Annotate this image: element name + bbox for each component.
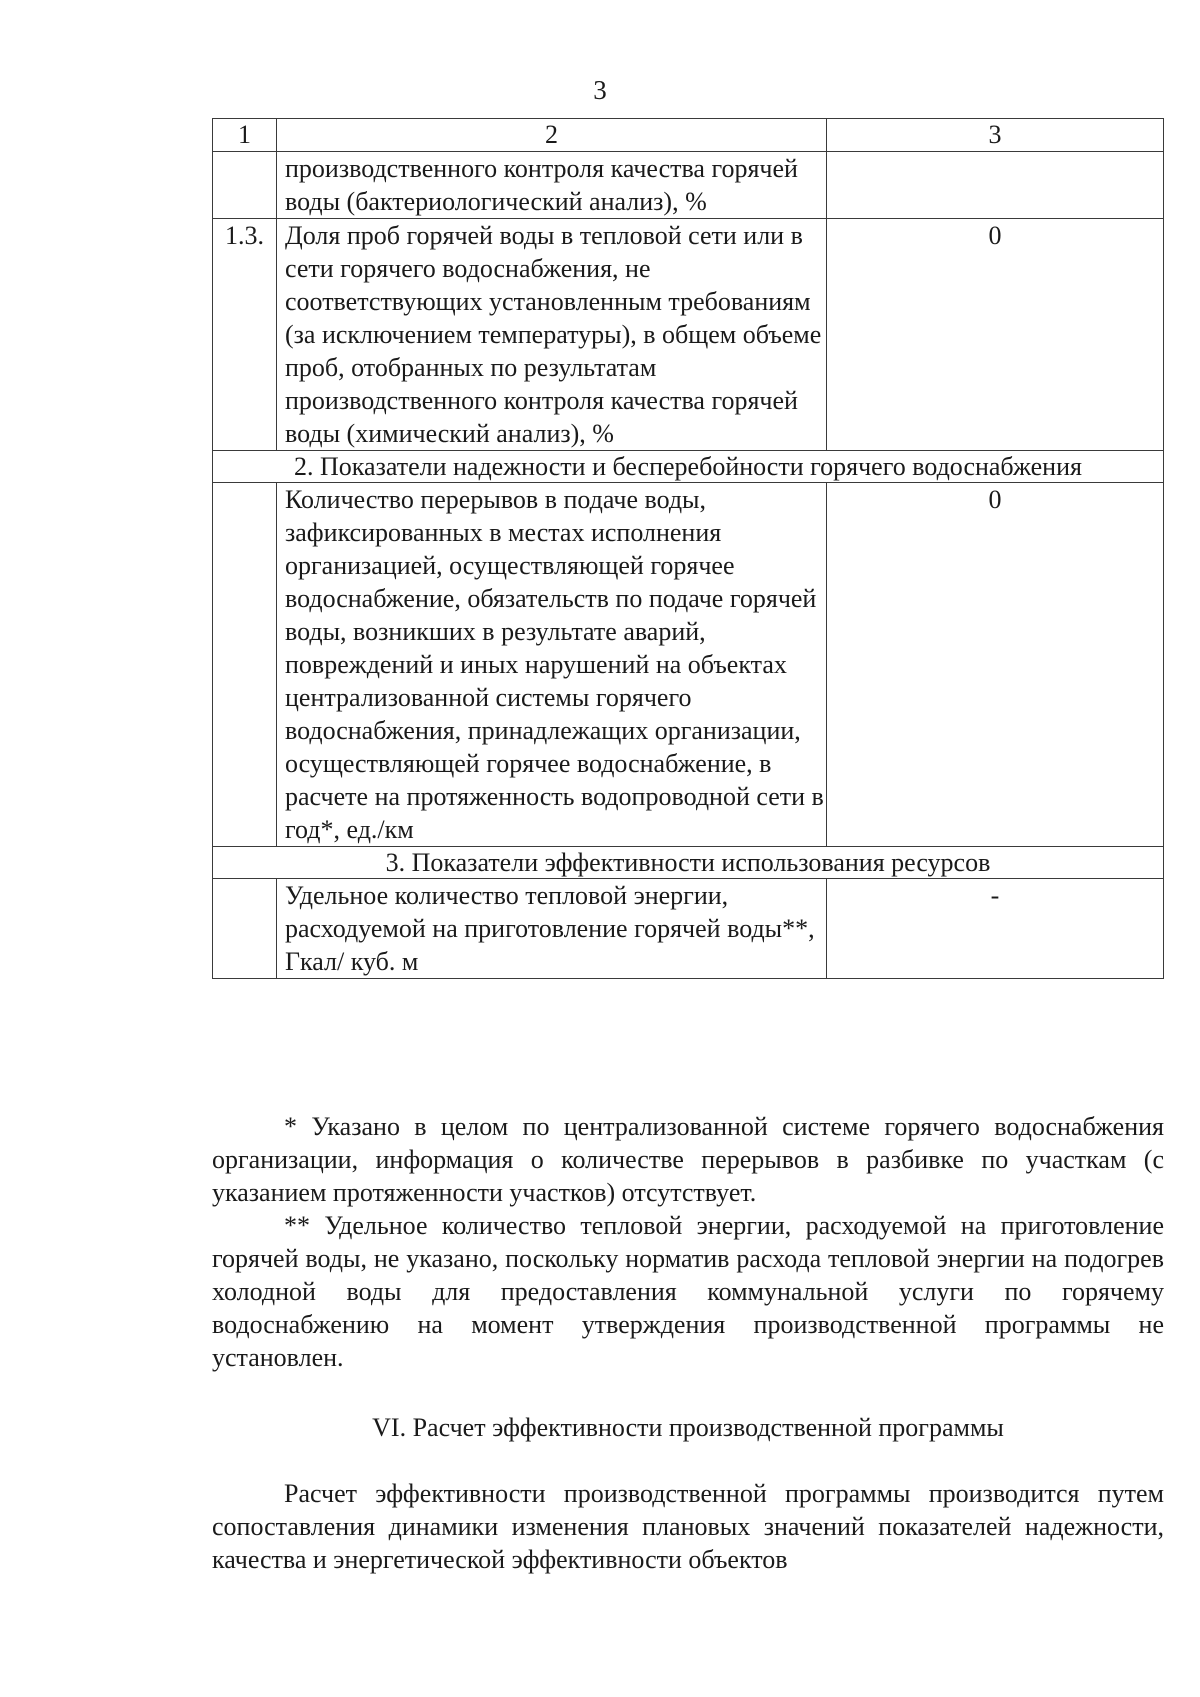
section-heading: 2. Показатели надежности и бесперебойности горячего водоснабжения <box>213 451 1164 483</box>
table-row <box>213 483 1164 847</box>
footnote: * Указано в целом по централизованной системе горячего водоснабжения организации, информация о количестве перерывов в разбивке по участкам (с указанием протяженности участков) отсутствует. <box>212 1112 1164 1207</box>
header-col-2: 2 <box>277 119 827 152</box>
table-section-row <box>213 847 1164 879</box>
row-number <box>213 483 277 847</box>
row-text: Количество перерывов в подаче воды, зафиксированных в местах исполнения организацией, осуществляющей горячее водоснабжение, обязательств по подаче горячей воды, возникших в результате аварий, повреждений и иных нарушений на объектах централизованной системы горячего водоснабжения, принадлежащих организации, осуществляющей горячее водоснабжение, в расчете на протяженность водопроводной сети в год*, ед./км <box>277 483 827 847</box>
table-row <box>213 879 1164 979</box>
section-title: VI. Расчет эффективности производственной программы <box>372 1413 1004 1442</box>
row-number <box>213 879 277 979</box>
row-text: Удельное количество тепловой энергии, расходуемой на приготовление горячей воды**, Гкал/ куб. м <box>277 879 827 979</box>
row-value: 0 <box>827 219 1164 451</box>
section-heading: 3. Показатели эффективности использования ресурсов <box>213 847 1164 879</box>
footnotes <box>212 1110 1164 1374</box>
row-text: Доля проб горячей воды в тепловой сети или в сети горячего водоснабжения, не соответствующих установленным требованиям (за исключением температуры), в общем объеме проб, отобранных по результатам производственного контроля качества горячей воды (химический анализ), % <box>277 219 827 451</box>
table-row <box>213 219 1164 451</box>
header-col-3: 3 <box>827 119 1164 152</box>
table-header-row <box>213 119 1164 152</box>
row-text: производственного контроля качества горячей воды (бактериологический анализ), % <box>277 152 827 219</box>
header-col-1: 1 <box>213 119 277 152</box>
table-row <box>213 152 1164 219</box>
row-value: - <box>827 879 1164 979</box>
row-number: 1.3. <box>213 219 277 451</box>
footnote: ** Удельное количество тепловой энергии, расходуемой на приготовление горячей воды, не указано, поскольку норматив расхода тепловой энергии на подогрев холодной воды для предоставления коммунальной услуги по горячему водоснабжению на момент утверждения производственной программы не установлен. <box>212 1211 1164 1372</box>
table-section-row <box>213 451 1164 483</box>
body-paragraph: Расчет эффективности производственной программы производится путем сопоставления динамики изменения плановых значений показателей надежности, качества и энергетической эффективности объектов <box>212 1479 1164 1574</box>
page-number: 3 <box>593 75 607 105</box>
indicators-table <box>212 118 1164 979</box>
row-value <box>827 152 1164 219</box>
row-value: 0 <box>827 483 1164 847</box>
row-number <box>213 152 277 219</box>
